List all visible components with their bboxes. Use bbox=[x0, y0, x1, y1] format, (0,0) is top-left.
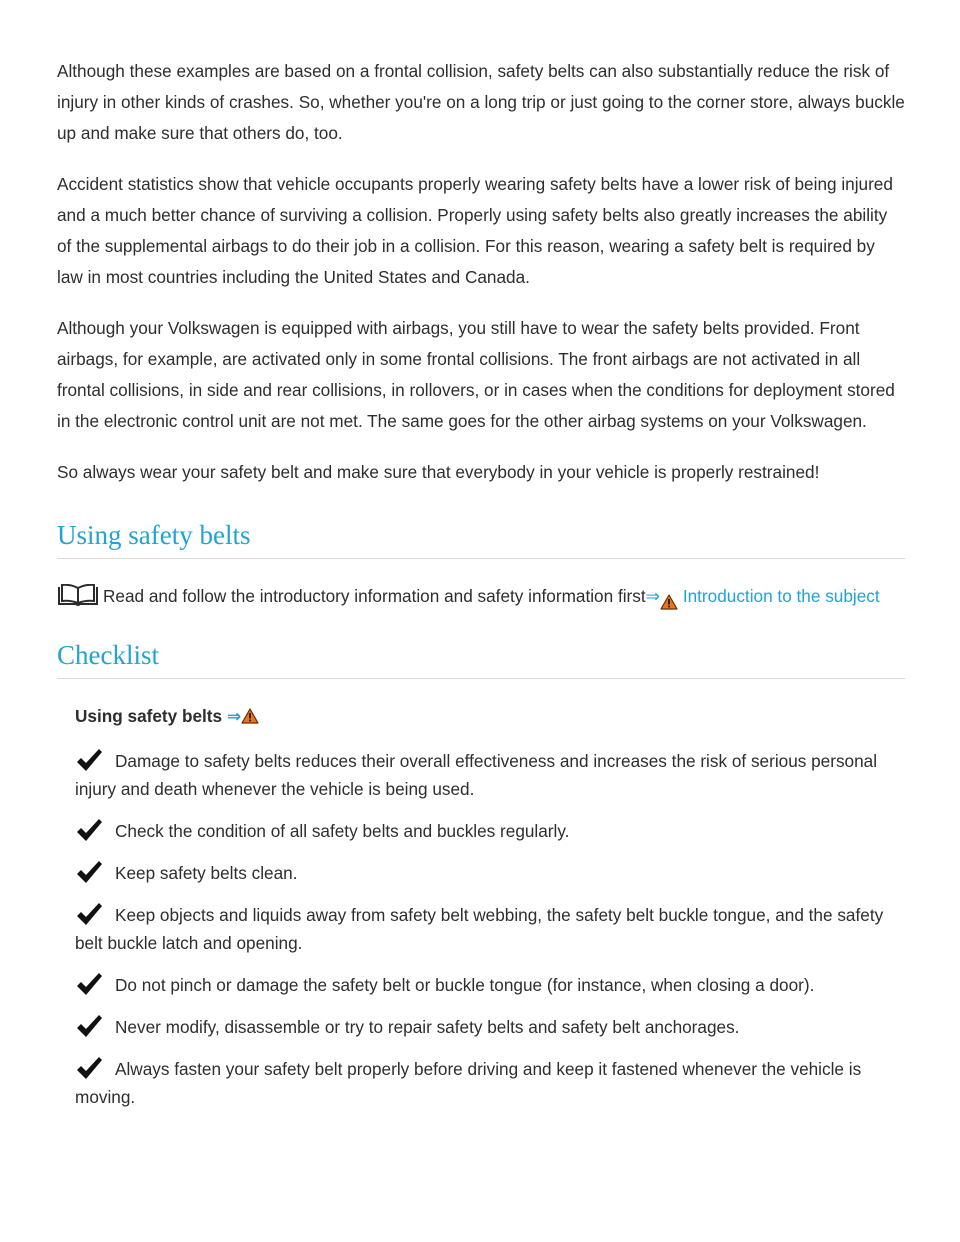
checklist-item: Always fasten your safety belt properly before driving and keep it fastened whenever the vehicle is moving. bbox=[75, 1055, 905, 1111]
section-heading-checklist: Checklist bbox=[57, 638, 905, 679]
checklist-item: Never modify, disassemble or try to repair safety belts and safety belt anchorages. bbox=[75, 1013, 905, 1041]
paragraph-frontal-collision: Although these examples are based on a frontal collision, safety belts can also substantially reduce the risk of injury in other kinds of crashes. So, whether you're on a long trip or just going to the corner store, always buckle up and make sure that others do, too. bbox=[57, 61, 905, 143]
warning-triangle-icon bbox=[660, 594, 678, 610]
checklist-item: Damage to safety belts reduces their overall effectiveness and increases the risk of serious personal injury and death whenever the vehicle is being used. bbox=[75, 747, 905, 803]
paragraph-airbags: Although your Volkswagen is equipped with airbags, you still have to wear the safety belts provided. Front airbags, for example, are activated only in some frontal collisions. The front airbags are not activated in all frontal collisions, in side and rear collisions, in rollovers, or in cases when the conditions for deployment stored in the electronic control unit are not met. The same goes for the other airbag systems on your Volkswagen. bbox=[57, 318, 895, 431]
checkmark-icon bbox=[75, 972, 103, 996]
checklist-title-text: Using safety belts bbox=[75, 706, 223, 726]
checkmark-icon bbox=[75, 818, 103, 842]
checklist-item: Do not pinch or damage the safety belt or buckle tongue (for instance, when closing a door). bbox=[75, 971, 905, 999]
checklist-item: Keep safety belts clean. bbox=[75, 859, 905, 887]
checkmark-icon bbox=[75, 748, 103, 772]
checkmark-icon bbox=[75, 1014, 103, 1038]
arrow-icon: ⇒ bbox=[226, 706, 242, 726]
section-heading-using-safety-belts: Using safety belts bbox=[57, 518, 905, 559]
paragraph-accident-statistics: Accident statistics show that vehicle occupants properly wearing safety belts have a lower risk of being injured and a much better chance of surviving a collision. Properly using safety belts also greatly increases the ability of the supplemental airbags to do their job in a collision. For this reason, wearing a safety belt is required by law in most countries including the United States and Canada. bbox=[57, 174, 893, 287]
checklist-title bbox=[75, 705, 905, 727]
paragraph-always-wear: So always wear your safety belt and make sure that everybody in your vehicle is properly restrained! bbox=[57, 462, 820, 482]
intro-line bbox=[57, 581, 905, 612]
checklist-item: Keep objects and liquids away from safety belt webbing, the safety belt buckle tongue, and the safety belt buckle latch and opening. bbox=[75, 901, 905, 957]
introduction-link[interactable]: Introduction to the subject bbox=[682, 586, 880, 606]
checkmark-icon bbox=[75, 860, 103, 884]
arrow-icon: ⇒ bbox=[645, 586, 661, 606]
checkmark-icon bbox=[75, 1056, 103, 1080]
book-icon bbox=[57, 584, 99, 606]
checkmark-icon bbox=[75, 902, 103, 926]
checklist bbox=[57, 705, 905, 1111]
intro-text: Read and follow the introductory information and safety information first bbox=[103, 586, 646, 606]
warning-triangle-icon bbox=[241, 708, 259, 724]
manual-page bbox=[57, 56, 905, 1125]
checklist-item: Check the condition of all safety belts and buckles regularly. bbox=[75, 817, 905, 845]
